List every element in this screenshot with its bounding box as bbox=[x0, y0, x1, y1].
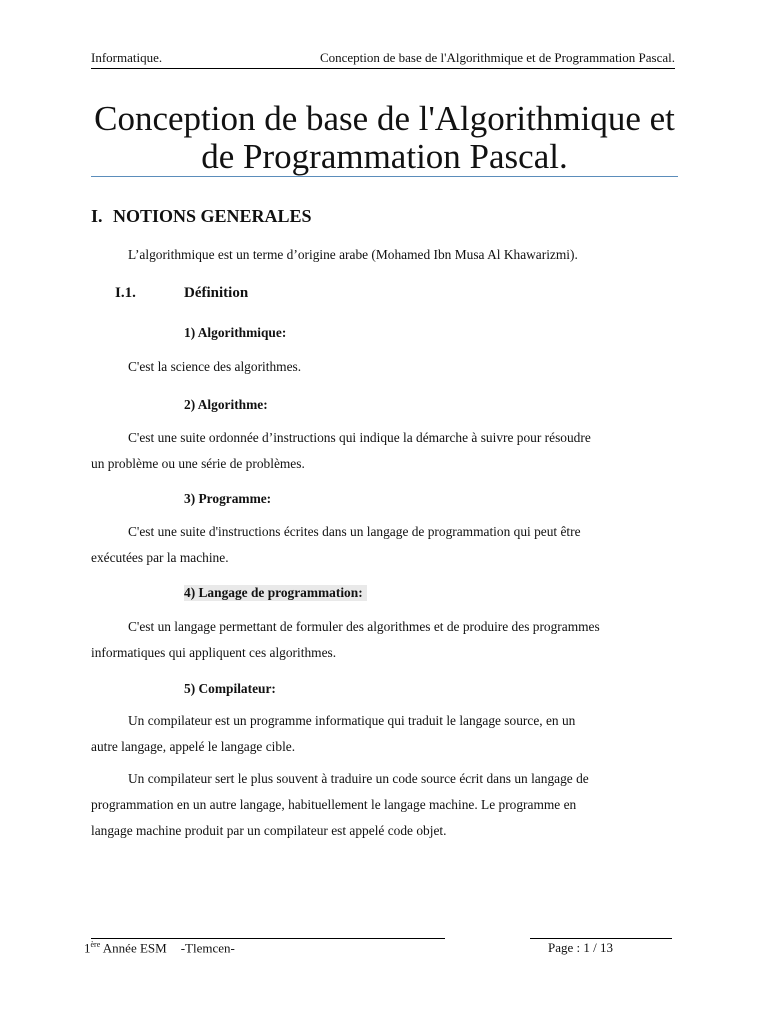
item-text-compilateur-2: Un compilateur sert le plus souvent à traduire un code source écrit dans un langage de programmation en un autre langage, habituellement le langage machine. Le programme en langage machine produit par un compilateur est appelé code objet. bbox=[91, 771, 589, 838]
item-text-algorithmique: C'est la science des algorithmes. bbox=[128, 359, 302, 374]
section-title: NOTIONS GENERALES bbox=[113, 206, 312, 226]
item-heading-langage: 4) Langage de programmation: bbox=[184, 585, 367, 601]
header-right: Conception de base de l'Algorithmique et de Programmation Pascal. bbox=[319, 50, 675, 65]
document-title bbox=[91, 100, 678, 176]
item-heading-compilateur: 5) Compilateur: bbox=[184, 681, 276, 696]
item-text-compilateur-1: Un compilateur est un programme informatique qui traduit le langage source, en un autre langage, appelé le langage cible. bbox=[91, 713, 576, 754]
section-heading bbox=[91, 206, 312, 227]
section-number: I. bbox=[91, 206, 103, 226]
footer-city: -Tlemcen- bbox=[180, 940, 235, 956]
item-text-algorithme: C'est une suite ordonnée d’instructions qui indique la démarche à suivre pour résoudre un problème ou une série de problèmes. bbox=[91, 430, 591, 471]
footer-divider-left bbox=[91, 938, 445, 939]
header-left: Informatique. bbox=[91, 50, 163, 65]
item-heading-algorithme: 2) Algorithme: bbox=[184, 397, 268, 412]
item-heading-algorithmique: 1) Algorithmique: bbox=[184, 325, 287, 340]
footer-left: 1ère Année ESM -Tlemcen- bbox=[84, 940, 235, 956]
subsection-number: I.1. bbox=[115, 285, 136, 301]
item-heading-programme: 3) Programme: bbox=[184, 491, 272, 506]
title-divider bbox=[91, 176, 678, 177]
footer-divider-right bbox=[530, 938, 672, 939]
intro-paragraph: L’algorithmique est un terme d’origine arabe (Mohamed Ibn Musa Al Khawarizmi). bbox=[128, 247, 578, 262]
subsection-title: Définition bbox=[184, 285, 249, 301]
title-line-1: Conception de base de l'Algorithmique et bbox=[94, 99, 675, 138]
title-line-2: de Programmation Pascal. bbox=[201, 137, 568, 176]
item-text-programme: C'est une suite d'instructions écrites dans un langage de programmation qui peut être exécutées par la machine. bbox=[91, 524, 581, 565]
subsection-heading bbox=[115, 285, 248, 302]
item-text-langage: C'est un langage permettant de formuler des algorithmes et de produire des programmes informatiques qui appliquent ces algorithmes. bbox=[91, 619, 600, 660]
page-header bbox=[91, 50, 675, 69]
page-number: Page : 1 / 13 bbox=[548, 940, 613, 955]
